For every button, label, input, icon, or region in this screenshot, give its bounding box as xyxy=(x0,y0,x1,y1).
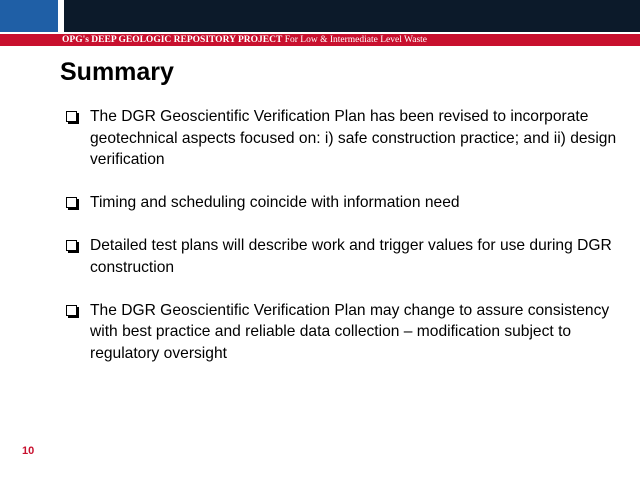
project-banner-text xyxy=(62,34,427,46)
checkbox-icon xyxy=(66,111,77,122)
bullet-item xyxy=(66,235,621,278)
top-header-bar xyxy=(0,0,640,32)
bullet-item xyxy=(66,192,621,214)
checkbox-icon xyxy=(66,305,77,316)
project-title: OPG's DEEP GEOLOGIC REPOSITORY PROJECT xyxy=(62,35,283,45)
bullet-text: Timing and scheduling coincide with information need xyxy=(90,194,460,211)
summary-bullet-list xyxy=(66,106,621,386)
bullet-item xyxy=(66,106,621,171)
page-number: 10 xyxy=(22,445,35,457)
slide-title: Summary xyxy=(60,58,174,86)
project-subtitle: For Low & Intermediate Level Waste xyxy=(284,35,428,45)
bullet-text: Detailed test plans will describe work and trigger values for use during DGR construction xyxy=(90,237,612,276)
bullet-item xyxy=(66,300,621,365)
header-separator xyxy=(58,0,64,32)
header-accent-block xyxy=(0,0,58,32)
checkbox-icon xyxy=(66,197,77,208)
checkbox-icon xyxy=(66,240,77,251)
bullet-text: The DGR Geoscientific Verification Plan has been revised to incorporate geotechnical aspects focused on: i) safe construction practice; and ii) design verification xyxy=(90,108,617,168)
bullet-text: The DGR Geoscientific Verification Plan may change to assure consistency with best practice and reliable data collection – modification subject to regulatory oversight xyxy=(90,301,610,362)
